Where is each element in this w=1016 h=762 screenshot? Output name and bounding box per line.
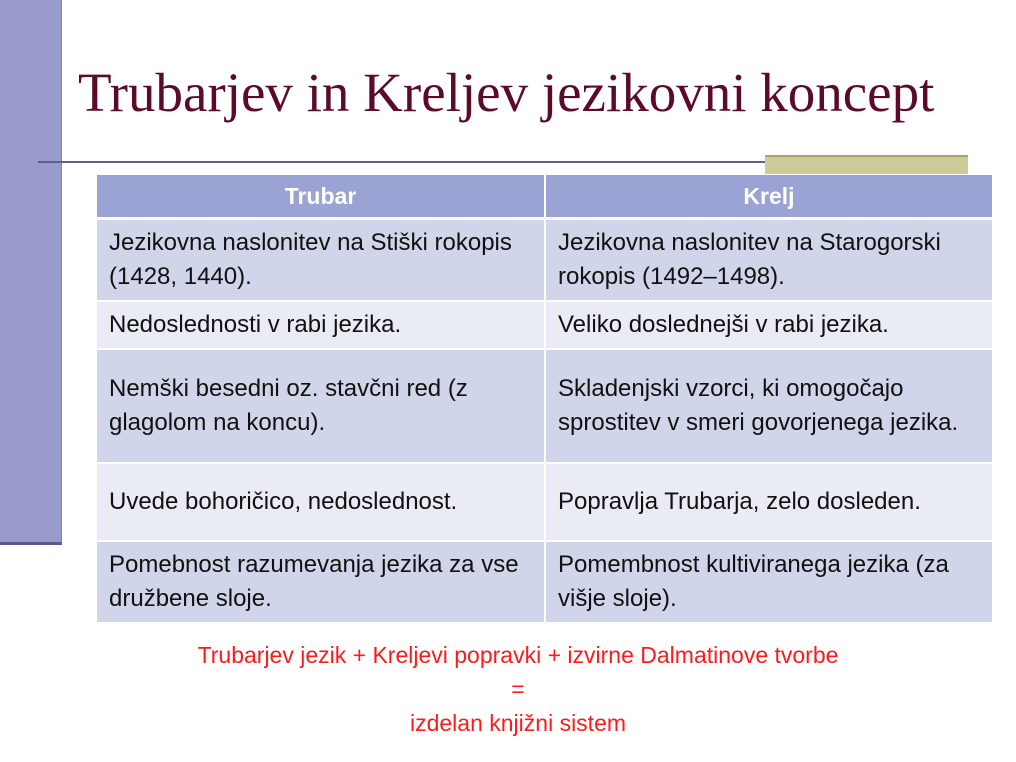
table-cell: Veliko doslednejši v rabi jezika. xyxy=(544,302,992,350)
table-row xyxy=(97,542,992,624)
header-krelj: Krelj xyxy=(544,175,992,220)
table-cell: Jezikovna naslonitev na Stiški rokopis (1428, 1440). xyxy=(97,220,544,302)
table-cell: Nemški besedni oz. stavčni red (z glagolom na koncu). xyxy=(97,350,544,464)
left-decorative-bar xyxy=(0,0,62,545)
table-cell: Uvede bohoričico, nedoslednost. xyxy=(97,464,544,542)
table-cell: Pomembnost kultiviranega jezika (za višje sloje). xyxy=(544,542,992,624)
header-trubar: Trubar xyxy=(97,175,544,220)
table-row xyxy=(97,350,992,464)
summary-line-result: izdelan knjižni sistem xyxy=(409,710,627,736)
table-cell: Nedoslednosti v rabi jezika. xyxy=(97,302,544,350)
table-row xyxy=(97,220,992,302)
accent-block xyxy=(765,155,968,174)
summary-line-equation: Trubarjev jezik + Kreljevi popravki + izvirne Dalmatinove tvorbe xyxy=(197,642,839,668)
comparison-table xyxy=(97,175,992,624)
table-cell: Jezikovna naslonitev na Starogorski rokopis (1492–1498). xyxy=(544,220,992,302)
table-header-row xyxy=(97,175,992,220)
summary-block xyxy=(0,638,1016,740)
slide-title: Trubarjev in Kreljev jezikovni koncept xyxy=(78,62,935,123)
summary-line-equals: = xyxy=(511,676,525,702)
table-row xyxy=(97,302,992,350)
table-cell: Popravlja Trubarja, zelo dosleden. xyxy=(544,464,992,542)
table-cell: Pomebnost razumevanja jezika za vse družbene sloje. xyxy=(97,542,544,624)
table-row xyxy=(97,464,992,542)
table-cell: Skladenjski vzorci, ki omogočajo sprostitev v smeri govorjenega jezika. xyxy=(544,350,992,464)
